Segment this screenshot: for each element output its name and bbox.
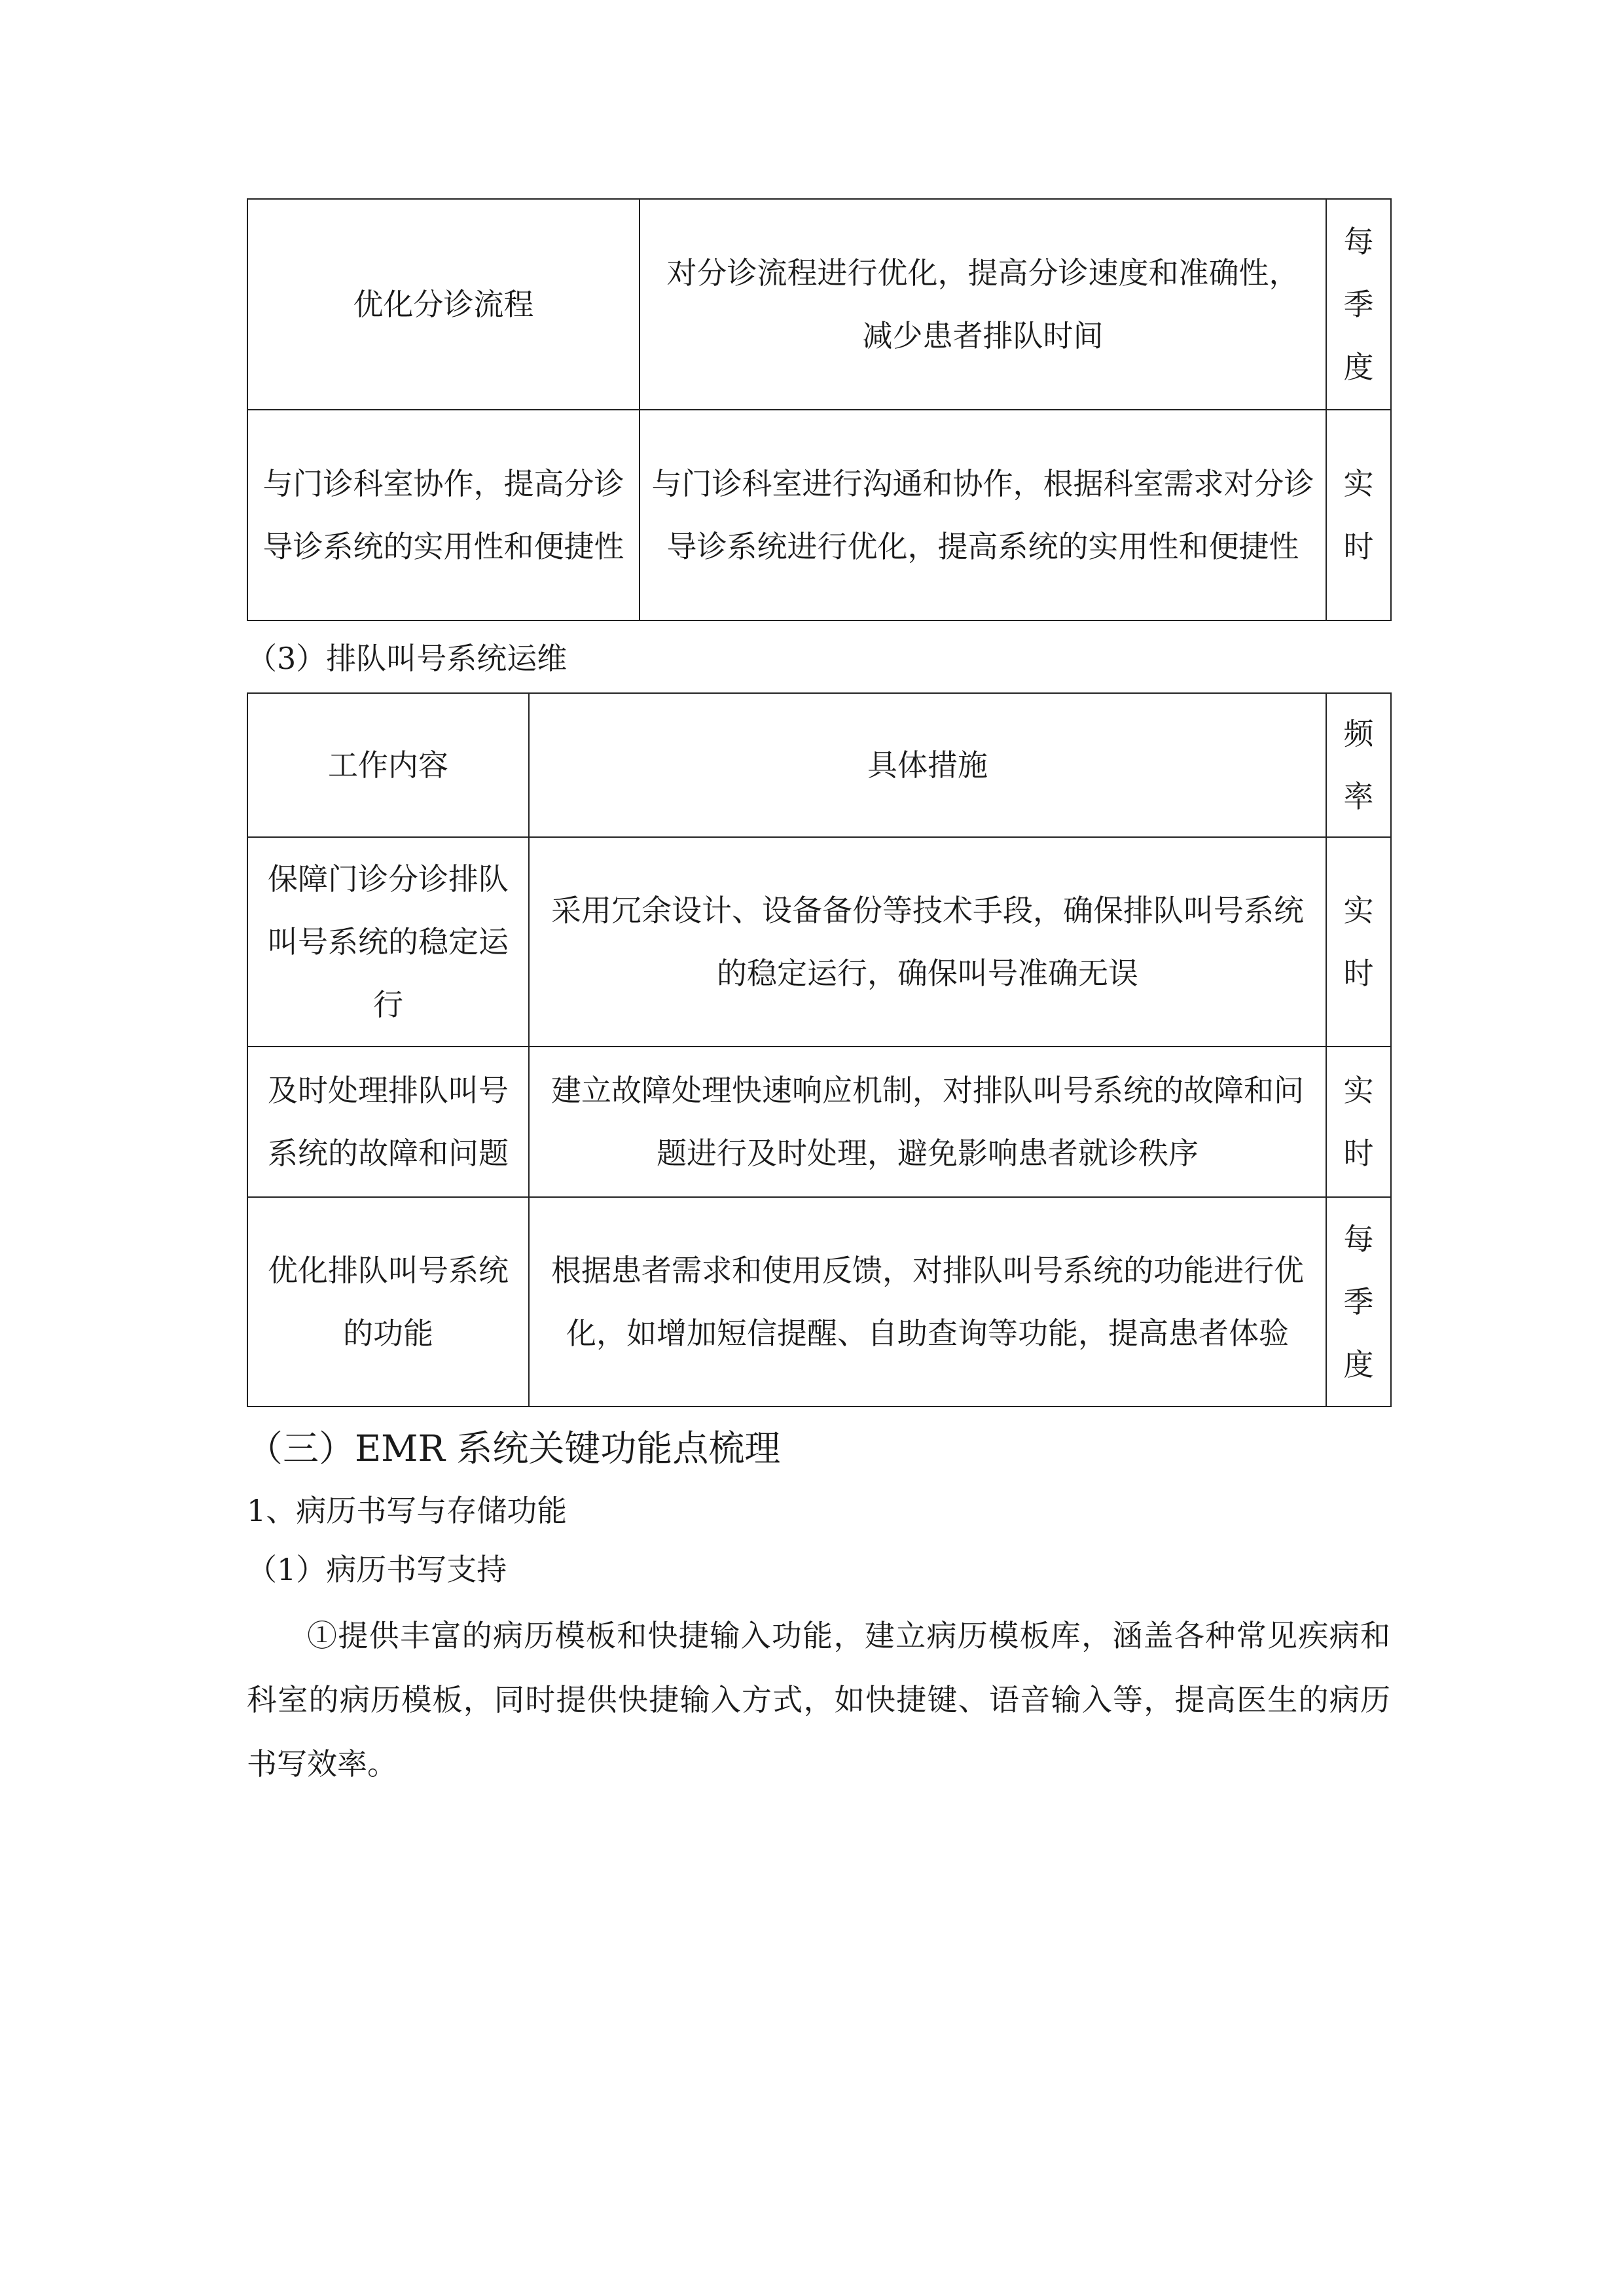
queue-calling-table (247, 692, 1392, 1407)
measures-cell: 采用冗余设计、设备备份等技术手段，确保排队叫号系统的稳定运行，确保叫号准确无误 (529, 837, 1326, 1047)
table-header-row (247, 693, 1391, 837)
section-heading-emr: （三）EMR 系统关键功能点梳理 (247, 1427, 781, 1469)
measures-cell: 根据患者需求和使用反馈，对排队叫号系统的功能进行优化，如增加短信提醒、自助查询等功能，提高患者体验 (529, 1197, 1326, 1407)
subheading-record-writing-storage: 1、病历书写与存储功能 (247, 1493, 568, 1528)
triage-optimization-table (247, 198, 1392, 621)
work-content-cell: 优化分诊流程 (247, 199, 640, 410)
body-paragraph: ①提供丰富的病历模板和快捷输入功能，建立病历模板库，涵盖各种常见疾病和科室的病历模板，同时提供快捷输入方式，如快捷键、语音输入等，提高医生的病历书写效率。 (247, 1618, 1390, 1782)
table-row (247, 410, 1391, 620)
measures-cell: 对分诊流程进行优化，提高分诊速度和准确性，减少患者排队时间 (640, 199, 1326, 410)
work-content-cell: 及时处理排队叫号系统的故障和问题 (247, 1047, 529, 1197)
frequency-cell: 实时 (1326, 410, 1391, 620)
header-work-content: 工作内容 (247, 693, 529, 837)
header-frequency: 频率 (1326, 693, 1391, 837)
subheading-record-writing-support: （1）病历书写支持 (247, 1552, 507, 1587)
frequency-cell: 实时 (1326, 837, 1391, 1047)
header-measures: 具体措施 (529, 693, 1326, 837)
measures-cell: 与门诊科室进行沟通和协作，根据科室需求对分诊导诊系统进行优化，提高系统的实用性和便捷性 (640, 410, 1326, 620)
frequency-cell: 每季度 (1326, 1197, 1391, 1407)
work-content-cell: 与门诊科室协作，提高分诊导诊系统的实用性和便捷性 (247, 410, 640, 620)
queue-system-label: （3）排队叫号系统运维 (247, 641, 568, 676)
measures-cell: 建立故障处理快速响应机制，对排队叫号系统的故障和问题进行及时处理，避免影响患者就诊秩序 (529, 1047, 1326, 1197)
frequency-cell: 实时 (1326, 1047, 1391, 1197)
table-row (247, 199, 1391, 410)
work-content-cell: 保障门诊分诊排队叫号系统的稳定运行 (247, 837, 529, 1047)
table-row (247, 1197, 1391, 1407)
table-row (247, 1047, 1391, 1197)
frequency-cell: 每季度 (1326, 199, 1391, 410)
table-row (247, 837, 1391, 1047)
work-content-cell: 优化排队叫号系统的功能 (247, 1197, 529, 1407)
